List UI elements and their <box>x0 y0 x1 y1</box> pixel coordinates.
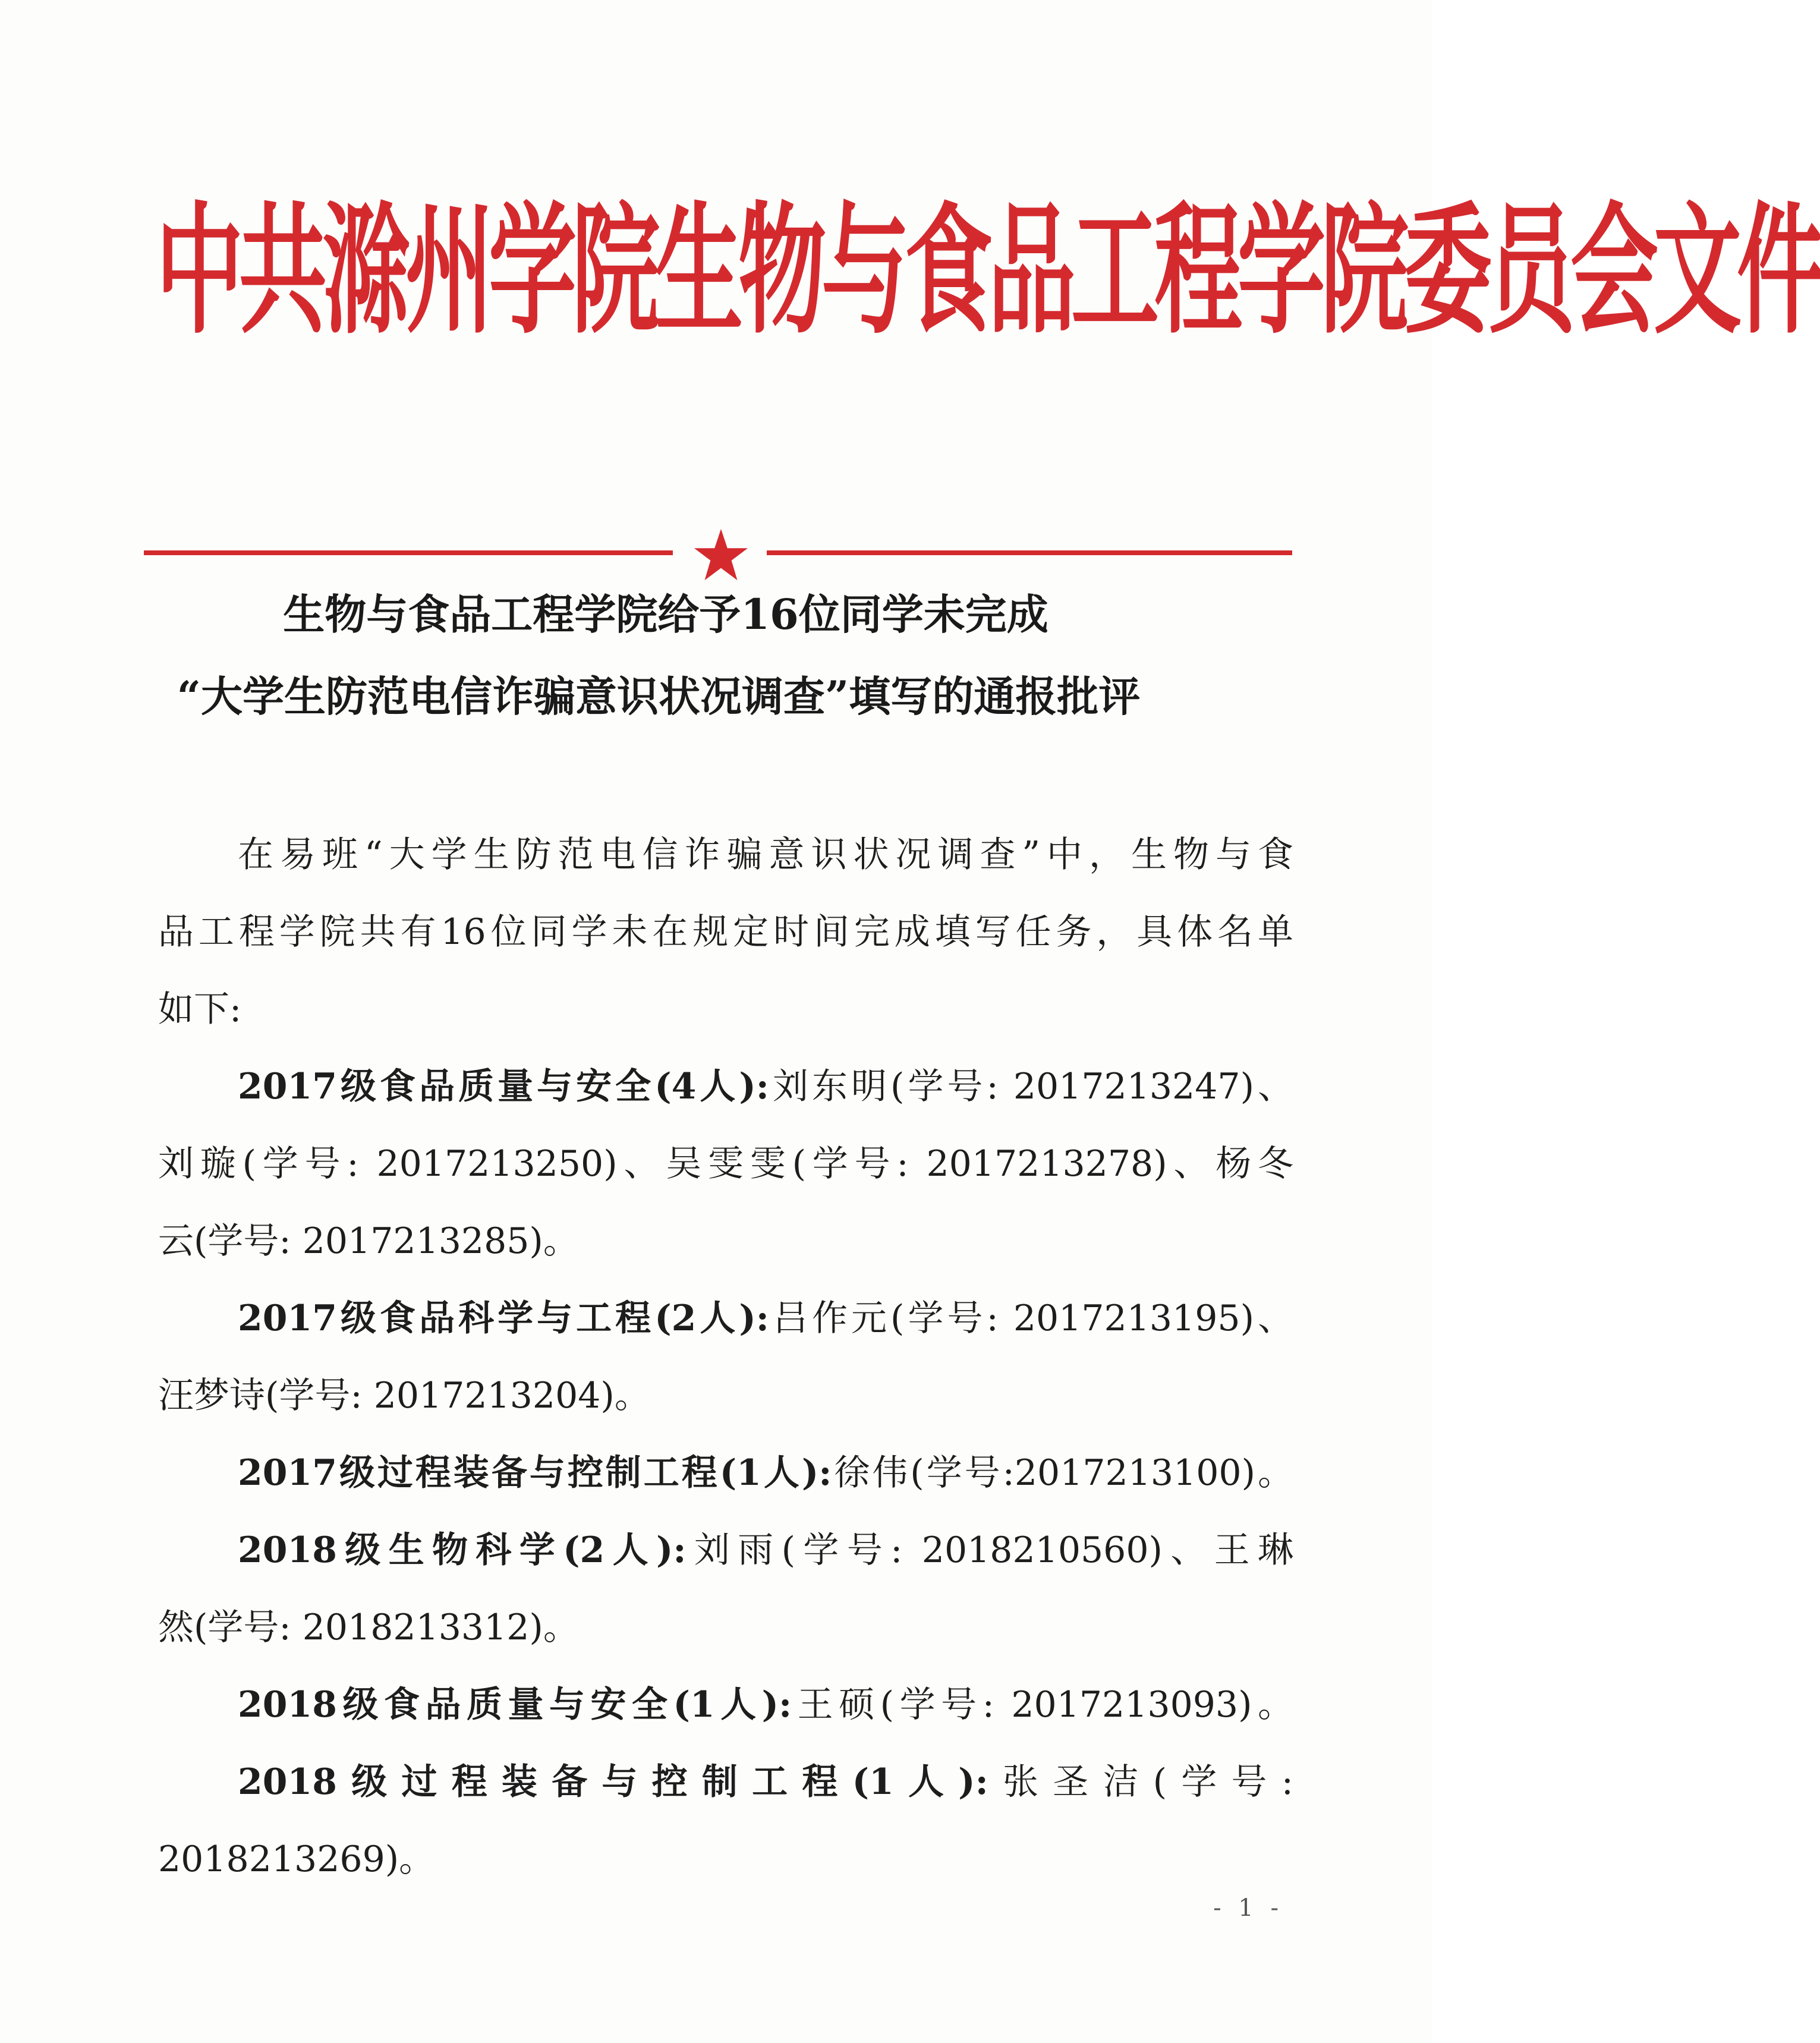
group-2018-process-equipment-line-1 <box>238 1755 1293 1809</box>
group-2018-food-quality-line-1 <box>238 1678 1293 1732</box>
notice-title-line-1: 生物与食品工程学院给予16位同学未完成 <box>283 590 1048 639</box>
group-2017-food-science-line-2: 汪梦诗(学号: 2017213204)。 <box>158 1375 650 1416</box>
page-number: - 1 - <box>1213 1894 1283 1922</box>
group-2017-food-quality-line-2: 刘璇(学号: 2017213250)、吴雯雯(学号: 2017213278)、杨冬 <box>158 1143 1293 1185</box>
group-students: 张圣洁(学号: <box>988 1761 1294 1803</box>
group-2017-food-quality-line-1 <box>238 1060 1293 1113</box>
star-icon <box>692 527 750 585</box>
group-2018-process-equipment-line-2: 2018213269)。 <box>158 1839 435 1880</box>
notice-title-line-2: “大学生防范电信诈骗意识状况调查”填写的通报批评 <box>177 672 1141 721</box>
group-label: 2018级过程装备与控制工程(1人): <box>238 1761 988 1803</box>
group-students: 徐伟(学号:2017213100)。 <box>832 1452 1293 1494</box>
group-2017-food-science-line-1 <box>238 1292 1293 1345</box>
intro-paragraph-line-2: 品工程学院共有16位同学未在规定时间完成填写任务，具体名单 <box>158 911 1293 953</box>
group-students: 刘雨(学号: 2018210560)、王琳 <box>686 1529 1294 1571</box>
group-2018-biology-line-2: 然(学号: 2018213312)。 <box>158 1607 579 1648</box>
group-students: 王硕(学号: 2017213093)。 <box>792 1684 1294 1726</box>
intro-paragraph-line-1: 在易班“大学生防范电信诈骗意识状况调查”中，生物与食 <box>238 834 1293 876</box>
header-rule-right <box>767 550 1292 555</box>
group-students: 刘东明(学号: 2017213247)、 <box>769 1066 1293 1107</box>
group-label: 2018级食品质量与安全(1人): <box>238 1684 792 1726</box>
group-label: 2017级食品质量与安全(4人): <box>238 1066 769 1107</box>
intro-paragraph-line-3: 如下: <box>158 989 242 1030</box>
star-shape <box>694 529 748 580</box>
group-label: 2017级过程装备与控制工程(1人): <box>238 1452 832 1494</box>
group-2018-biology-line-1 <box>238 1523 1293 1577</box>
group-2017-process-equipment-line-1 <box>238 1446 1293 1500</box>
document-header-title: 中共滁州学院生物与食品工程学院委员会文件 <box>156 189 1820 353</box>
group-students: 吕作元(学号: 2017213195)、 <box>769 1298 1293 1339</box>
group-label: 2018级生物科学(2人): <box>238 1529 687 1571</box>
group-label: 2017级食品科学与工程(2人): <box>238 1298 769 1339</box>
header-rule-left <box>144 550 673 555</box>
group-2017-food-quality-line-3: 云(学号: 2017213285)。 <box>158 1220 579 1262</box>
